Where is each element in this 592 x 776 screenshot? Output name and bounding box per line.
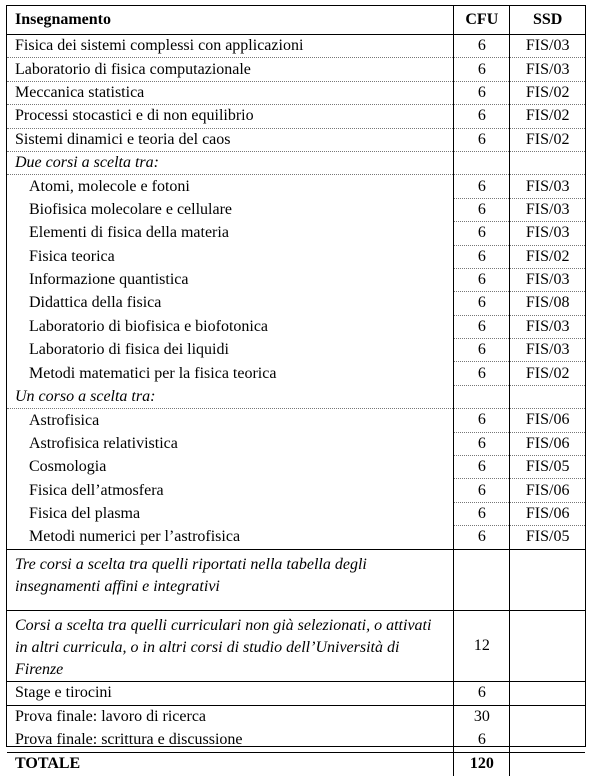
course-name: Metodi matematici per la fisica teorica [7,362,454,385]
course-name: Cosmologia [7,456,454,479]
course-ssd: FIS/06 [510,502,585,525]
affini-row [7,549,585,610]
table-row [7,222,585,245]
course-cfu: 6 [454,268,510,291]
total-cfu: 120 [454,752,510,776]
course-name: Meccanica statistica [7,81,454,104]
course-ssd: FIS/02 [510,105,585,128]
group-title-row [7,385,585,408]
course-ssd: FIS/02 [510,362,585,385]
course-cfu: 6 [454,315,510,338]
course-cfu: 6 [454,362,510,385]
prova-name: Prova finale: lavoro di ricerca [7,705,454,729]
course-name: Elementi di fisica della materia [7,222,454,245]
course-cfu: 6 [454,479,510,502]
course-name: Didattica della fisica [7,292,454,315]
table-row [7,198,585,221]
curriculum-table [7,6,585,776]
header-ssd: SSD [510,6,585,35]
course-name: Laboratorio di biofisica e biofotonica [7,315,454,338]
group-title-row [7,151,585,174]
affini-text: Tre corsi a scelta tra quelli riportati nella tabella degli insegnamenti affini e integrativi [7,549,454,610]
course-cfu: 6 [454,245,510,268]
table-row [7,409,585,432]
table-row [7,729,585,753]
header-insegnamento: Insegnamento [7,6,454,35]
course-name: Atomi, molecole e fotoni [7,175,454,198]
table-row [7,432,585,455]
prova-cfu: 6 [454,729,510,753]
course-cfu: 6 [454,222,510,245]
course-ssd: FIS/06 [510,479,585,502]
course-ssd: FIS/03 [510,35,585,58]
course-name: Fisica teorica [7,245,454,268]
liberi-text: Corsi a scelta tra quelli curriculari non già selezionati, o attivati in altri curricula, o in altri corsi di studio dell’Università di Firenze [7,610,454,681]
course-name: Astrofisica [7,409,454,432]
course-ssd: FIS/03 [510,315,585,338]
table-row [7,105,585,128]
course-ssd: FIS/02 [510,128,585,151]
course-cfu: 6 [454,81,510,104]
table-row [7,81,585,104]
prova-name: Prova finale: scrittura e discussione [7,729,454,753]
affini-ssd [510,549,585,610]
course-name: Metodi numerici per l’astrofisica [7,526,454,549]
prova-cfu: 30 [454,705,510,729]
course-ssd: FIS/05 [510,456,585,479]
header-cfu: CFU [454,6,510,35]
table-header-row [7,6,585,35]
course-cfu: 6 [454,432,510,455]
group-title: Un corso a scelta tra: [7,385,454,408]
table-row [7,362,585,385]
course-cfu: 6 [454,128,510,151]
course-cfu: 6 [454,105,510,128]
course-cfu: 6 [454,526,510,549]
table-row [7,175,585,198]
course-ssd: FIS/02 [510,81,585,104]
course-cfu: 6 [454,292,510,315]
course-cfu: 6 [454,409,510,432]
total-row [7,752,585,776]
course-ssd: FIS/03 [510,58,585,81]
course-ssd: FIS/05 [510,526,585,549]
course-ssd: FIS/02 [510,245,585,268]
affini-cfu [454,549,510,610]
liberi-row [7,610,585,681]
table-row [7,292,585,315]
course-name: Informazione quantistica [7,268,454,291]
course-name: Fisica dell’atmosfera [7,479,454,502]
table-row [7,526,585,549]
table-row [7,456,585,479]
table-row [7,268,585,291]
table-row [7,479,585,502]
course-cfu: 6 [454,198,510,221]
course-ssd: FIS/03 [510,268,585,291]
course-ssd: FIS/06 [510,409,585,432]
course-name: Biofisica molecolare e cellulare [7,198,454,221]
course-cfu: 6 [454,339,510,362]
group-title: Due corsi a scelta tra: [7,151,454,174]
table-row [7,245,585,268]
stage-text: Stage e tirocini [7,681,454,705]
table-row [7,339,585,362]
course-name: Processi stocastici e di non equilibrio [7,105,454,128]
course-cfu: 6 [454,502,510,525]
course-name: Laboratorio di fisica dei liquidi [7,339,454,362]
course-name: Astrofisica relativistica [7,432,454,455]
table-row [7,705,585,729]
table-row [7,128,585,151]
total-label: TOTALE [7,752,454,776]
course-name: Sistemi dinamici e teoria del caos [7,128,454,151]
course-name: Fisica del plasma [7,502,454,525]
course-cfu: 6 [454,175,510,198]
table-row [7,35,585,58]
course-cfu: 6 [454,35,510,58]
liberi-ssd [510,610,585,681]
table-row [7,502,585,525]
course-ssd: FIS/03 [510,198,585,221]
course-ssd: FIS/08 [510,292,585,315]
course-name: Fisica dei sistemi complessi con applicazioni [7,35,454,58]
stage-cfu: 6 [454,681,510,705]
course-ssd: FIS/06 [510,432,585,455]
course-cfu: 6 [454,58,510,81]
course-name: Laboratorio di fisica computazionale [7,58,454,81]
table-row [7,58,585,81]
table-row [7,315,585,338]
curriculum-table-frame [6,5,586,773]
course-cfu: 6 [454,456,510,479]
stage-row [7,681,585,705]
course-ssd: FIS/03 [510,222,585,245]
course-ssd: FIS/03 [510,339,585,362]
liberi-cfu: 12 [454,610,510,681]
course-ssd: FIS/03 [510,175,585,198]
